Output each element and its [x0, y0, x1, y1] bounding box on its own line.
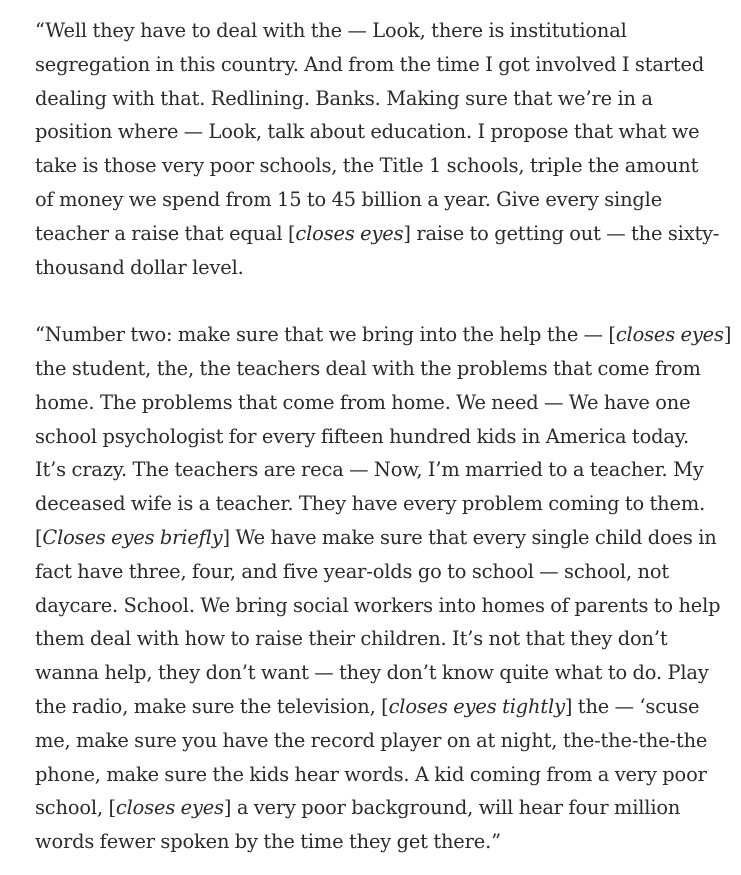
quote-text: take is those very poor schools, the Title 1 schools, triple the amount [35, 154, 699, 178]
stage-direction: Closes eyes briefly [42, 525, 223, 549]
text-line [35, 521, 727, 555]
quote-text: It’s crazy. The teachers are reca — Now, I’m married to a teacher. My [35, 458, 704, 482]
quote-text: of money we spend from 15 to 45 billion a year. Give every single [35, 187, 663, 211]
text-line [35, 724, 727, 758]
text-line [35, 386, 727, 420]
text-line [35, 453, 727, 487]
quote-text: school psychologist for every fifteen hundred kids in America today. [35, 424, 690, 448]
paragraph-spacer [35, 284, 727, 318]
stage-direction: closes eyes tightly [388, 694, 565, 718]
text-line [35, 48, 727, 82]
quote-text: thousand dollar level. [35, 255, 244, 279]
quote-text: teacher a raise that equal [ [35, 221, 296, 245]
quote-paragraph [35, 14, 727, 284]
quote-text: wanna help, they don’t want — they don’t know quite what to do. Play [35, 661, 709, 685]
stage-direction: closes eyes [615, 323, 724, 347]
text-line [35, 690, 727, 724]
quote-text: segregation in this country. And from the time I got involved I started [35, 52, 705, 76]
text-line [35, 758, 727, 792]
quote-text: ] the — ‘scuse [564, 694, 700, 718]
quote-text: “Number two: make sure that we bring into the help the — [ [35, 323, 616, 347]
quote-text: them deal with how to raise their children. It’s not that they don’t [35, 627, 668, 651]
quote-paragraph [35, 318, 732, 859]
quote-text: “Well they have to deal with the — Look, there is institutional [35, 19, 627, 42]
text-line [35, 115, 727, 149]
text-line [35, 352, 727, 386]
text-line [35, 622, 727, 656]
quote-text: the student, the, the teachers deal with the problems that come from [35, 356, 701, 380]
quote-text: ] We have make sure that every single child does in [222, 525, 717, 549]
text-line [35, 487, 727, 521]
quote-text: ] a very poor background, will hear four million [223, 796, 681, 820]
text-line [35, 251, 727, 285]
text-line [35, 420, 727, 454]
quote-text: daycare. School. We bring social workers into homes of parents to help [35, 593, 721, 617]
stage-direction: closes eyes [295, 221, 404, 245]
text-line [35, 318, 732, 352]
quote-text: ] raise to getting out — the sixty- [403, 221, 720, 245]
text-line [35, 217, 727, 251]
stage-direction: closes eyes [115, 796, 224, 820]
quote-text: the radio, make sure the television, [ [35, 694, 389, 718]
text-line [35, 82, 727, 116]
quote-text: me, make sure you have the record player on at night, the-the-the-the [35, 728, 708, 752]
text-line [35, 825, 727, 859]
quote-text: ] [723, 323, 732, 347]
text-line [35, 149, 727, 183]
text-line [35, 183, 727, 217]
text-line [35, 555, 727, 589]
quote-text: school, [ [35, 796, 116, 820]
transcript-article [35, 14, 732, 859]
text-line [35, 589, 727, 623]
text-line [35, 14, 727, 48]
quote-text: words fewer spoken by the time they get there.” [35, 830, 501, 854]
quote-text: deceased wife is a teacher. They have every problem coming to them. [35, 492, 706, 516]
text-line [35, 791, 727, 825]
quote-text: phone, make sure the kids hear words. A kid coming from a very poor [35, 762, 707, 786]
quote-text: fact have three, four, and five year-olds go to school — school, not [35, 559, 670, 583]
quote-text: [ [35, 525, 43, 549]
text-line [35, 656, 727, 690]
quote-text: home. The problems that come from home. We need — We have one [35, 390, 691, 414]
quote-text: dealing with that. Redlining. Banks. Making sure that we’re in a [35, 86, 653, 110]
quote-text: position where — Look, talk about education. I propose that what we [35, 120, 700, 144]
